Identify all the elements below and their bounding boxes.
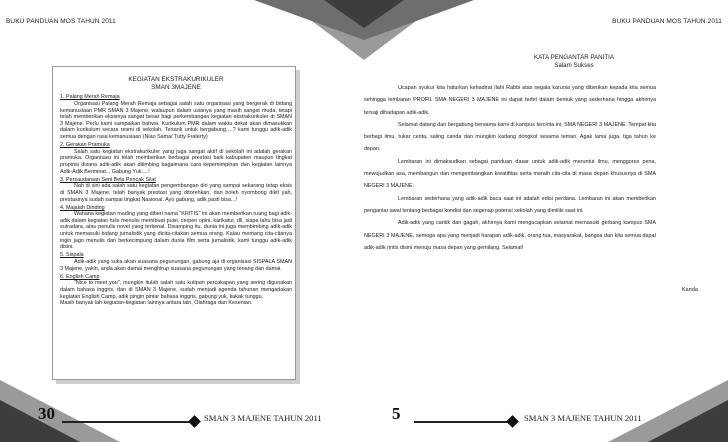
foreword-paragraph: Adik-adik yang cantik dan gagah, akhirnya kami mengucapkan selamat memasuki gerbang kampus SMA NEGERI 3 MAJENE, semoga apa yang menjadi harapan adik-adik, orang tua, masyarakat, bangsa dan kita semua dapat adik-adik rintis disini menuju masa depan yang gemilang. Selamat! <box>364 220 656 251</box>
foreword-paragraph: Selamat datang dan bergabung bersama kami di kampus tercinta ini, SMA NEGERI 3 MAJENE. Tempat kita berbagi ilmu, tukar cerita, saling canda dan mungkin kadang dongkol sesama teman. Agak lama juga, tiga tahun ke depan. <box>364 121 656 153</box>
section-silat <box>60 177 292 203</box>
foreword-title: KATA PENGANTAR PANITIA <box>534 54 614 61</box>
left-page-number: 30 <box>38 404 55 423</box>
right-footer-text: SMAN 3 MAJENE TAHUN 2011 <box>524 413 642 423</box>
extracurricular-title: KEGIATAN EKSTRAKURIKULER SMAN 3MAJENE <box>128 76 224 92</box>
section-english-camp <box>60 274 292 307</box>
section-heading: 6. English Camp <box>60 273 100 280</box>
right-running-head: BUKU PANDUAN MOS TAHUN 2011 <box>612 18 722 25</box>
section-extra-text: Masih banyak lah kegiatan-kegiatan lainnya antara lain, Olahraga dan Kesenian. <box>60 300 253 307</box>
right-page-number: 5 <box>392 404 401 423</box>
foreword-body <box>364 82 656 254</box>
section-heading: 1. Palang Merah Remaja <box>60 94 120 101</box>
left-footer-rule <box>62 421 192 423</box>
section-text: Organisasi Palang Merah Remaja sebagai salah satu organisasi yang bergerak di bidang kemanusiaan PMR SMAN 3 Majene, walaupun dalam usianya yang masih sangat muda, tetapi telah memberikan eksisnya sangat besar bagi perkembangan kegiatan ekstrakurikuler di SMAN 3 Majene. Perlu kami sampaikan bahwa, Kurikulum PMR dalam waktu dekat akan dimasukkan dalam kurikulum secara resmi di sekolah. Tertarik untuk bergabung….? kami tunggu adik-adik semua dengan rasa kemanusiaan (Niao Sama/ Tutty Fraterty) <box>60 101 292 140</box>
section-text: Wahana kegiatan mading yang diberi nama "KRITIS" ini akan memberikan ruang bagi adik-adik dalam kegiatan tulis menulis memibuat puisi, cerpen opini, karikatur, dll, siapa tahu bisa jadi sutradara, atau penulis novel yang terkenal. Disamping itu, dunia ini juga membimbing adik-adik untuk memasuki bidang jurnalistik yang dicita-citakan semua orang. Kalau memang cita-citanya ingin jago menulis dan berkecimpung dalam dunia film serta jurnalistik, kami tunggu adik-adik disini. <box>60 211 292 251</box>
right-footer-diamond-icon <box>506 415 519 428</box>
section-pramuka <box>60 142 292 175</box>
section-text: Nah di sini ada salah satu kegiatan pengembangan diri yang sampai sekarang tetap eksis di SMAN 3 Majene, telah banyak prestasi yang ditorehkan, dan boleh nyombong dikit yah, prestasinya sudah sampai tingkat Nasional. Ayo gabung, adik pasti bisa...! <box>60 183 292 203</box>
foreword-paragraph: Lembaran sederhana yang adik-adik baca saat ini adalah edisi perdana. Lembaran ini akan memberikan pengantar awal tentang berbagai kondisi dan segenap potensi sekolah yang dimiliki saat ini. <box>364 195 656 214</box>
foreword-signature: Kanda <box>681 287 698 293</box>
section-heading: 4. Majalah Dinding <box>60 204 105 211</box>
foreword-paragraph: Ucapan syukur kita haturkan kehadirat Ilahi Rabbi atas segala karunia yang diberikan kepada kita semua sehingga lembaran PROFIL SMA NEGERI 3 MAJENE ini dapat terbit dalam bentuk yang sederhana hingga akhirnya tersaji dihadapan adik-adik. <box>364 85 656 116</box>
right-page <box>364 0 728 442</box>
section-sispala <box>60 252 292 272</box>
foreword-subtitle: Salam Sukses <box>554 62 594 69</box>
right-bottom-corner-decoration <box>588 370 728 442</box>
left-running-head: BUKU PANDUAN MOS TAHUN 2011 <box>6 18 116 25</box>
section-text: Adik-adik yang suka akan suasana pegunungan, gabung aja di organisasi SISPALA SMAN 3 Majene, yakin, anda akan damai menghirup suasana pegunungan yang tenang dan damai. <box>60 259 292 272</box>
section-heading: 5. Sispala <box>60 252 84 259</box>
right-footer-rule <box>414 421 510 423</box>
left-footer-text: SMAN 3 MAJENE TAHUN 2011 <box>204 413 322 423</box>
left-footer-diamond-icon <box>188 415 201 428</box>
section-heading: 2. Gerakan Pramuka <box>60 142 110 149</box>
section-text: "Nice to meet you", mungkin itulah salah satu kutipan percakapan yang sering digunakan dalam bahasa inggris, dan di SMAN 3 Majene, sudah menjadi agenda tahunan mengadakan kegiatan English Camp, adik pingin pintar bahasa inggris, gabung yuk, kakak tunggu. <box>60 280 292 300</box>
right-top-corner-decoration <box>364 0 514 70</box>
extracurricular-content <box>60 76 292 307</box>
section-pmr <box>60 94 292 140</box>
section-text: Salah satu kegiatan ekstrakurikuler yang juga sangat aktif di sekolah ini adalah gerakan pramuka. Organisasi ini telah memberikan berbagai prestasi baik kabupaten maupun tingkat propinsi disana adik-adik akan ditimbing bagaimana cara kepemimpinan dan kegiatan lainnya Adik-Adik Berminat.., Gabung Yuk….! <box>60 148 292 175</box>
left-top-corner-decoration <box>214 0 364 70</box>
section-heading: 3. Persaudaraan Seni Bela Pencak Silat <box>60 176 156 183</box>
section-mading <box>60 205 292 251</box>
foreword-title-block <box>494 54 654 70</box>
foreword-paragraph: Lembaran ini dimaksudkan sebagai panduan dasar untuk adik-adik meruntut ilmu, menggores pena, mewujudkan asa, membangun dan mengembangkan kreatifitas serta meraih cita-cita di masa depan khususnya di SMA NEGERI 3 MAJENE. <box>364 158 656 190</box>
